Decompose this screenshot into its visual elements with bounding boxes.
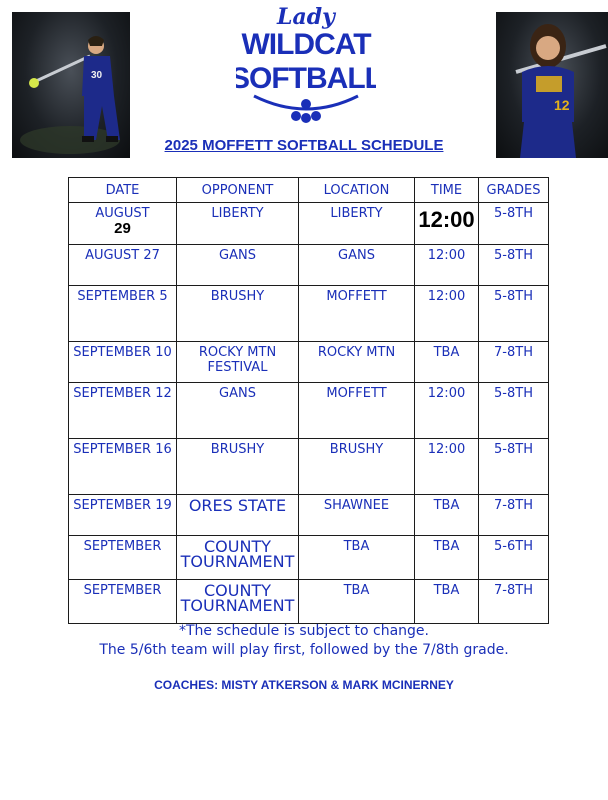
table-row xyxy=(69,536,549,580)
logo-softball: SOFTBALL xyxy=(236,62,376,95)
location-cell: TBA xyxy=(299,580,415,624)
location-cell: TBA xyxy=(299,536,415,580)
column-header-time: TIME xyxy=(415,178,479,203)
time-cell: 12:00 xyxy=(415,245,479,286)
table-row xyxy=(69,203,549,245)
date-cell: AUGUST 27 xyxy=(69,245,177,286)
location-cell: MOFFETT xyxy=(299,383,415,439)
table-row xyxy=(69,383,549,439)
schedule-table xyxy=(68,177,549,624)
grades-cell: 5-8TH xyxy=(479,286,549,342)
time-cell: TBA xyxy=(415,580,479,624)
table-row xyxy=(69,286,549,342)
time-cell: TBA xyxy=(415,495,479,536)
svg-text:30: 30 xyxy=(91,70,103,81)
table-row xyxy=(69,495,549,536)
time-cell xyxy=(415,203,479,245)
grades-cell: 7-8TH xyxy=(479,342,549,383)
time-cell: TBA xyxy=(415,536,479,580)
time-cell: 12:00 xyxy=(415,286,479,342)
table-header-row xyxy=(69,178,549,203)
schedule-change-note: *The schedule is subject to change. xyxy=(179,623,429,639)
table-row xyxy=(69,439,549,495)
time-cell: 12:00 xyxy=(415,383,479,439)
opponent-cell: GANS xyxy=(177,383,299,439)
time-cell: 12:00 xyxy=(415,439,479,495)
date-cell-day: 29 xyxy=(114,220,131,237)
opponent-cell: BRUSHY xyxy=(177,286,299,342)
location-cell: MOFFETT xyxy=(299,286,415,342)
table-row xyxy=(69,580,549,624)
table-row xyxy=(69,245,549,286)
opponent-cell: ORES STATE xyxy=(177,495,299,536)
grades-cell: 7-8TH xyxy=(479,580,549,624)
time-cell: TBA xyxy=(415,342,479,383)
table-row xyxy=(69,342,549,383)
location-cell: BRUSHY xyxy=(299,439,415,495)
date-cell: SEPTEMBER xyxy=(69,536,177,580)
date-cell: SEPTEMBER 5 xyxy=(69,286,177,342)
opponent-cell: BRUSHY xyxy=(177,439,299,495)
grades-cell: 5-8TH xyxy=(479,439,549,495)
date-cell-month: AUGUST xyxy=(95,206,150,221)
date-cell: SEPTEMBER 19 xyxy=(69,495,177,536)
location-cell: GANS xyxy=(299,245,415,286)
grades-cell: 5-8TH xyxy=(479,245,549,286)
page-title: 2025 MOFFETT SOFTBALL SCHEDULE xyxy=(164,137,444,154)
location-cell: LIBERTY xyxy=(299,203,415,245)
logo-lady: Lady xyxy=(277,4,335,30)
location-cell: ROCKY MTN xyxy=(299,342,415,383)
opponent-cell: COUNTY TOURNAMENT xyxy=(177,580,299,624)
time-cell-big: 12:00 xyxy=(418,207,475,232)
date-cell: SEPTEMBER 12 xyxy=(69,383,177,439)
grades-cell: 5-8TH xyxy=(479,203,549,245)
opponent-cell: LIBERTY xyxy=(177,203,299,245)
opponent-cell: GANS xyxy=(177,245,299,286)
grades-cell: 5-8TH xyxy=(479,383,549,439)
date-cell: SEPTEMBER 10 xyxy=(69,342,177,383)
date-cell: SEPTEMBER xyxy=(69,580,177,624)
coaches-line: COACHES: MISTY ATKERSON & MARK MCINERNEY xyxy=(154,678,454,692)
opponent-cell: ROCKY MTN FESTIVAL xyxy=(177,342,299,383)
column-header-opponent: OPPONENT xyxy=(177,178,299,203)
grades-cell: 7-8TH xyxy=(479,495,549,536)
column-header-grades: GRADES xyxy=(479,178,549,203)
column-header-date: DATE xyxy=(69,178,177,203)
svg-text:12: 12 xyxy=(554,97,570,113)
date-cell xyxy=(69,203,177,245)
location-cell: SHAWNEE xyxy=(299,495,415,536)
column-header-location: LOCATION xyxy=(299,178,415,203)
grades-cell: 5-6TH xyxy=(479,536,549,580)
date-cell: SEPTEMBER 16 xyxy=(69,439,177,495)
logo-wildcat: WILDCAT xyxy=(241,28,371,61)
team-order-note: The 5/6th team will play first, followed by the 7/8th grade. xyxy=(99,642,509,658)
opponent-cell: COUNTY TOURNAMENT xyxy=(177,536,299,580)
lady-wildcat-softball-logo xyxy=(236,4,376,128)
